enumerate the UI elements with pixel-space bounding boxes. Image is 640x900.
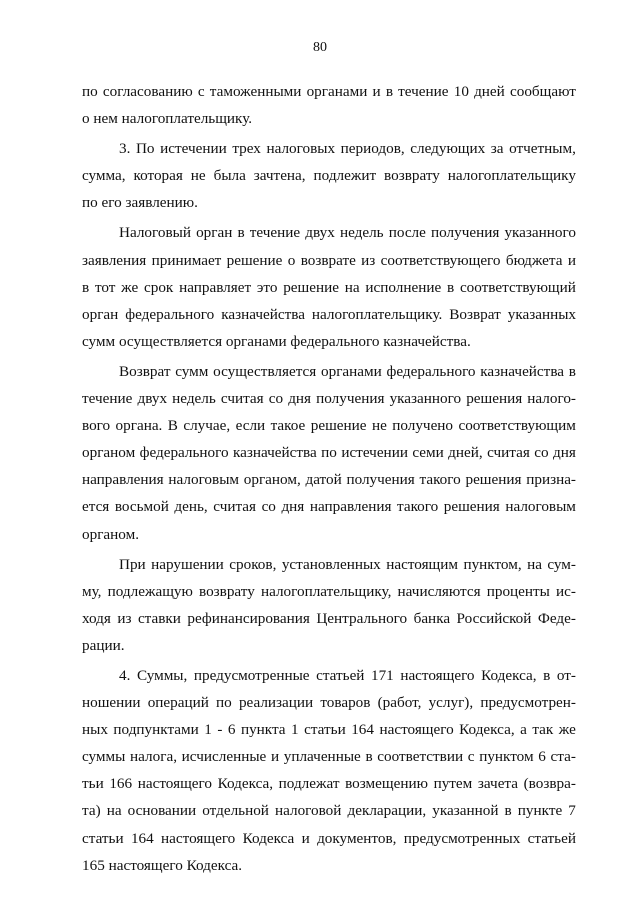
text-line: ется восьмой день, считая со дня направления такого решения налоговым — [82, 498, 576, 516]
paragraph — [82, 135, 576, 216]
text-line: 165 настоящего Кодекса. — [82, 856, 243, 874]
text-line: та) на основании отдельной налоговой декларации, указанной в пункте 7 — [82, 802, 576, 820]
text-line: направления налоговым органом, датой получения такого решения призна- — [82, 471, 576, 489]
text-line: 3. По истечении трех налоговых периодов, следующих за отчетным, — [119, 140, 576, 158]
paragraph — [82, 78, 576, 132]
text-line: орган федерального казначейства налогоплательщику. Возврат указанных — [82, 305, 576, 323]
text-line: сумма, которая не была зачтена, подлежит возврату налогоплательщику — [82, 167, 576, 185]
text-line: вого органа. В случае, если такое решение не получено соответствующим — [82, 417, 576, 435]
text-line: рации. — [82, 636, 125, 654]
paragraph — [82, 219, 576, 354]
text-line: заявления принимает решение о возврате из соответствующего бюджета и — [82, 251, 576, 269]
text-line: тьи 166 настоящего Кодекса, подлежат возмещению путем зачета (возвра- — [82, 775, 576, 793]
text-line: суммы налога, исчисленные и уплаченные в соответствии с пунктом 6 ста- — [82, 748, 576, 766]
text-line: ношении операций по реализации товаров (работ, услуг), предусмотрен- — [82, 694, 576, 712]
text-line: При нарушении сроков, установленных настоящим пунктом, на сум- — [119, 555, 576, 573]
paragraph — [82, 662, 576, 879]
text-line: му, подлежащую возврату налогоплательщику, начисляются проценты ис- — [82, 582, 576, 600]
paragraph — [82, 358, 576, 548]
text-line: Налоговый орган в течение двух недель после получения указанного — [119, 224, 576, 242]
text-line: 4. Суммы, предусмотренные статьей 171 настоящего Кодекса, в от- — [119, 666, 576, 684]
text-line: органом. — [82, 525, 139, 543]
text-line: о нем налогоплательщику. — [82, 110, 253, 128]
text-line: сумм осуществляется органами федерального казначейства. — [82, 332, 471, 350]
paragraph — [82, 551, 576, 659]
text-line: по согласованию с таможенными органами и в течение 10 дней сообщают — [82, 83, 576, 100]
text-line: органом федерального казначейства по истечении семи дней, считая со дня — [82, 444, 576, 462]
text-line: ных подпунктами 1 - 6 пункта 1 статьи 164 настоящего Кодекса, а так же — [82, 721, 576, 739]
text-line: ходя из ставки рефинансирования Центрального банка Российской Феде- — [82, 609, 576, 627]
page-number: 80 — [313, 40, 327, 55]
document-body — [82, 78, 576, 879]
text-line: статьи 164 настоящего Кодекса и документов, предусмотренных статьей — [82, 829, 576, 847]
text-line: по его заявлению. — [82, 194, 198, 212]
text-line: течение двух недель считая со дня получения указанного решения налого- — [82, 390, 576, 408]
text-line: Возврат сумм осуществляется органами федерального казначейства в — [119, 362, 576, 380]
text-line: в тот же срок направляет это решение на исполнение в соответствующий — [82, 278, 576, 296]
